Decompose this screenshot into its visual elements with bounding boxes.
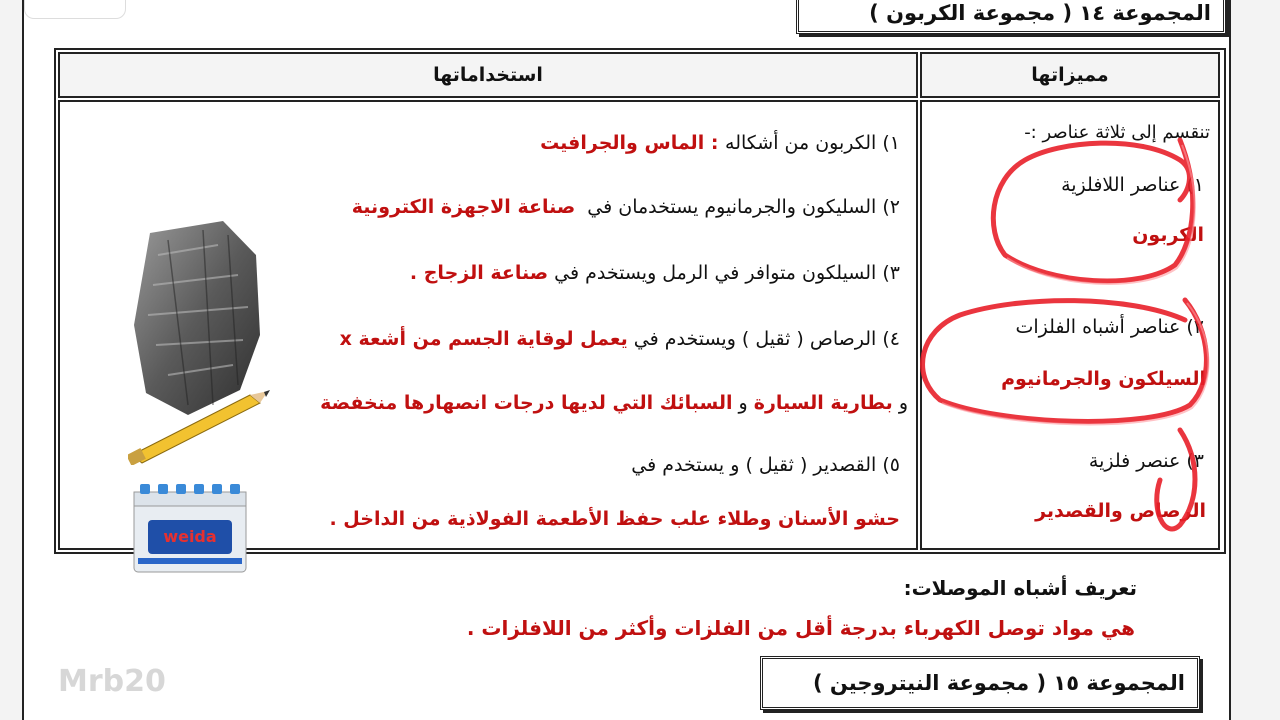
definition-title: تعريف أشباه الموصلات: [903,576,1137,600]
use-line-5b: حشو الأسنان وطلاء علب حفظ الأطعمة الفولاذية من الداخل . [329,508,900,530]
uses-header [58,52,918,98]
document-page [22,0,1231,720]
watermark: Mrb20 [58,664,166,699]
features-header [920,52,1220,98]
feature-item-3-value: الرصاص والقصدير [1035,500,1206,522]
feature-item-1-value: الكربون [1132,224,1204,246]
car-battery-image [128,480,250,576]
features-header-label: مميزاتها [1031,64,1109,86]
feature-item-1: ١) عناصر اللافلزية [1061,174,1204,196]
group14-title-box [796,0,1226,34]
use-line-4: ٤) الرصاص ( ثقيل ) ويستخدم في يعمل لوقاية الجسم من أشعة x [339,328,900,350]
definition-body: هي مواد توصل الكهرباء بدرجة أقل من الفلزات وأكثر من اللافلزات . [466,616,1135,640]
use-line-4b: و بطارية السيارة و السبائك التي لديها درجات انصهارها منخفضة [320,392,908,414]
group15-title: المجموعة ١٥ ( مجموعة النيتروجين ) [812,671,1185,695]
uses-header-label: استخداماتها [433,64,543,86]
corner-tab [24,0,126,19]
use-line-5: ٥) القصدير ( ثقيل ) و يستخدم في [631,454,900,476]
features-intro: تنقسم إلى ثلاثة عناصر :- [1024,122,1210,143]
feature-item-2: ٢) عناصر أشباه الفلزات [1015,316,1204,338]
use-line-3: ٣) السيلكون متوافر في الرمل ويستخدم في صناعة الزجاج . [409,262,900,284]
group15-title-box [760,656,1200,710]
battery-brand: weida [163,527,217,546]
uses-cell [58,100,918,550]
rock-pencil-image [128,215,274,465]
use-line-1: ١) الكربون من أشكاله : الماس والجرافيت [540,132,900,154]
feature-item-2-value: السيلكون والجرمانيوم [1001,368,1206,390]
group14-title: المجموعة ١٤ ( مجموعة الكربون ) [869,1,1211,25]
features-cell [920,100,1220,550]
feature-item-3: ٣) عنصر فلزية [1088,450,1204,472]
use-line-2: ٢) السليكون والجرمانيوم يستخدمان في صناعة الاجهزة الكترونية [351,196,900,218]
group14-table [54,48,1226,554]
